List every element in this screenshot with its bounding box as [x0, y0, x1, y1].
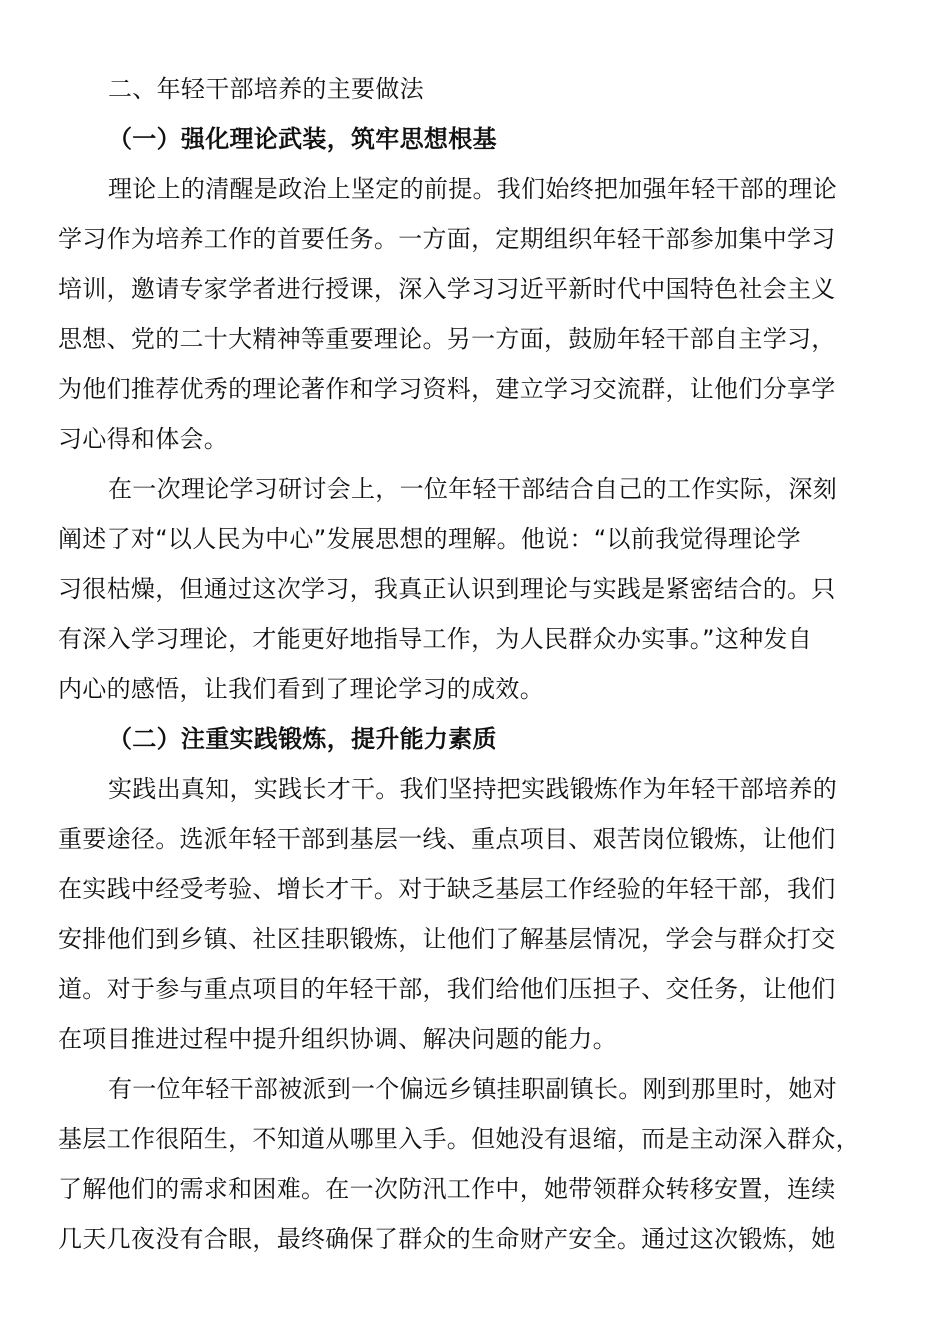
paragraph-line: 重要途径。选派年轻干部到基层一线、重点项目、艰苦岗位锻炼，让他们 [58, 825, 836, 853]
paragraph-line: 学习作为培养工作的首要任务。一方面，定期组织年轻干部参加集中学习 [58, 225, 836, 253]
subsection-heading-1: （一）强化理论武装，筑牢思想根基 [108, 125, 497, 153]
paragraph-line: 为他们推荐优秀的理论著作和学习资料，建立学习交流群，让他们分享学 [58, 375, 836, 403]
paragraph-line: 内心的感悟，让我们看到了理论学习的成效。 [58, 675, 544, 703]
paragraph-line: 有一位年轻干部被派到一个偏远乡镇挂职副镇长。刚到那里时，她对 [108, 1075, 837, 1103]
paragraph-theory-study [58, 164, 876, 464]
paragraph-line: 安排他们到乡镇、社区挂职锻炼，让他们了解基层情况，学会与群众打交 [58, 925, 836, 953]
paragraph-line: 培训，邀请专家学者进行授课，深入学习习近平新时代中国特色社会主义 [58, 275, 836, 303]
paragraph-line: 了解他们的需求和困难。在一次防汛工作中，她带领群众转移安置，连续 [58, 1175, 836, 1203]
paragraph-township-story [58, 1064, 876, 1264]
paragraph-line: 基层工作很陌生，不知道从哪里入手。但她没有退缩，而是主动深入群众， [58, 1125, 860, 1153]
paragraph-line: 思想、党的二十大精神等重要理论。另一方面，鼓励年轻干部自主学习， [58, 325, 836, 353]
paragraph-line: 习心得和体会。 [58, 425, 229, 453]
paragraph-line: 在项目推进过程中提升组织协调、解决问题的能力。 [58, 1025, 617, 1053]
paragraph-line: 在实践中经受考验、增长才干。对于缺乏基层工作经验的年轻干部，我们 [58, 875, 836, 903]
paragraph-seminar-story [58, 464, 876, 714]
paragraph-line: 习很枯燥，但通过这次学习，我真正认识到理论与实践是紧密结合的。只 [58, 575, 836, 603]
document-page [58, 64, 876, 1264]
paragraph-line: 几天几夜没有合眼，最终确保了群众的生命财产安全。通过这次锻炼，她 [58, 1225, 836, 1253]
paragraph-line: 道。对于参与重点项目的年轻干部，我们给他们压担子、交任务，让他们 [58, 975, 836, 1003]
paragraph-line: 实践出真知，实践长才干。我们坚持把实践锻炼作为年轻干部培养的 [108, 775, 837, 803]
subsection-heading-2: （二）注重实践锻炼，提升能力素质 [108, 725, 497, 753]
paragraph-line: 理论上的清醒是政治上坚定的前提。我们始终把加强年轻干部的理论 [108, 175, 837, 203]
section-title: 二、年轻干部培养的主要做法 [108, 75, 424, 103]
paragraph-line: 在一次理论学习研讨会上，一位年轻干部结合自己的工作实际，深刻 [108, 475, 837, 503]
paragraph-line: 有深入学习理论，才能更好地指导工作，为人民群众办实事。”这种发自 [58, 625, 813, 653]
paragraph-line: 阐述了对“以人民为中心”发展思想的理解。他说：“以前我觉得理论学 [58, 525, 801, 553]
paragraph-practice-training [58, 764, 876, 1064]
